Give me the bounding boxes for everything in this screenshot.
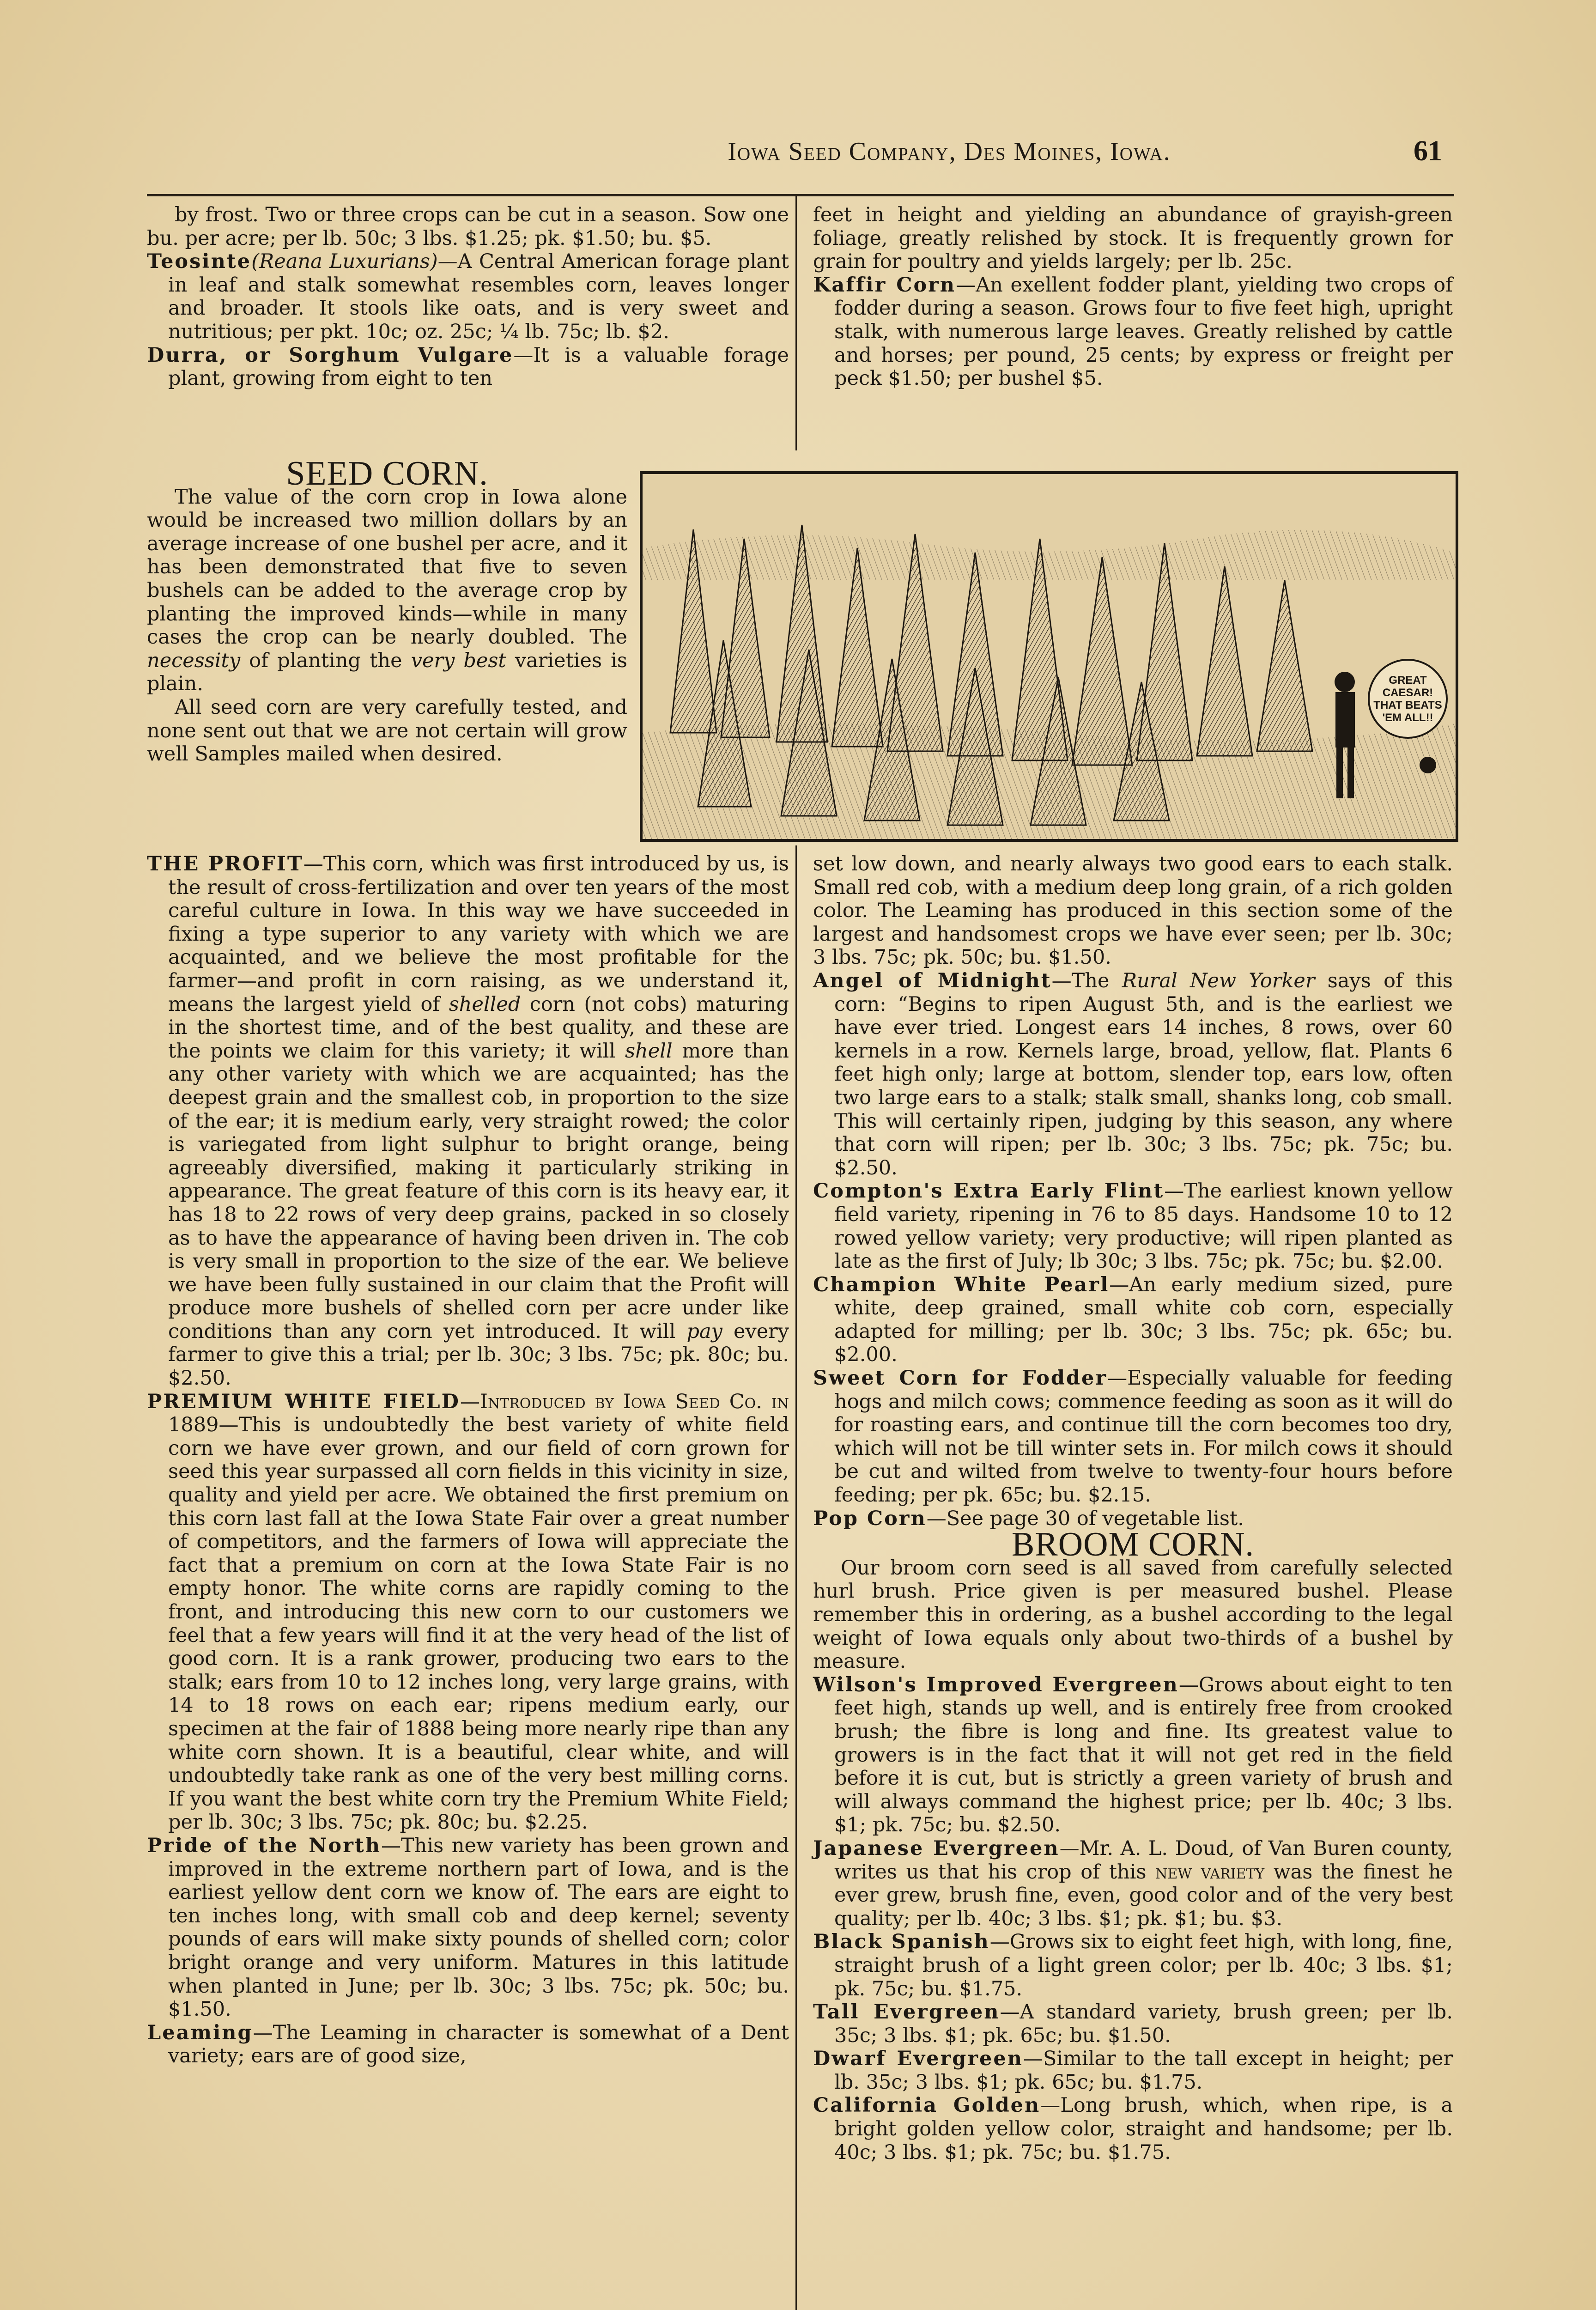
champion-name: Champion White Pearl [813,1273,1110,1296]
black-spanish-text: —Grows six to eight feet high, with long, fine, straight brush of a light green color; per lb. 40c; 3 lbs. $1; pk. 75c; bu. $1.75. [834,1930,1453,2000]
intro-necessity: necessity [147,649,241,672]
angel-entry [813,969,1453,1179]
leaming-entry [147,2021,789,2068]
kaffir-name: Kaffir Corn [813,273,956,297]
premium-entry [147,1390,789,1834]
teosinte-name: Teosinte [147,250,252,274]
column-divider-bottom [795,845,797,2310]
compton-entry [813,1179,1453,1273]
champion-entry [813,1273,1453,1367]
teosinte-entry [147,250,789,343]
intro-text-a: The value of the corn crop in Iowa alone would be increased two million dollars by an average increase of one bushel per acre, and it has been demonstrated that five to seven bushels can be added to the average crop by planting the improved kinds—while in many cases the crop can be nearly doubled. The [147,485,627,649]
profit-shelled: shelled [449,992,521,1016]
intro-very-best: very best [411,649,506,672]
compton-text: —The earliest known yellow field variety, ripening in 76 to 85 days. Handsome 10 to 12 rowed yellow variety; very productive; will ripen planted as late as the first of July; lb 30c; 3 lbs. 75c; pk. 75c; bu. $2.00. [834,1179,1453,1273]
california-golden-name: California Golden [813,2094,1041,2117]
angel-name: Angel of Midnight [813,969,1052,992]
japanese-name: Japanese Evergreen [813,1836,1060,1860]
profit-text-c: more than any other variety with which we are acquainted; has the deepest grain and the smallest cob, in proportion to the size of the ear; it is medium early, very straight rowed; the color is variegated from light sulphur to bright orange, being agreeably diversified, making it particularly striking in appearance. The great feature of this corn is its heavy ear, it has 18 to 22 rows of very deep grains, packed in so closely as to have the appearance of having been driven in. The cob is very small in proportion to the size of the ear. We believe we have been fully sustained in our claim that the Profit will produce more bushels of shelled corn per acre under like conditions than any corn yet introduced. It will [168,1039,789,1343]
intro-text-b: of planting the [240,649,411,672]
sweet-entry [813,1367,1453,1507]
kaffir-text: —An exellent fodder plant, yielding two crops of fodder during a season. Grows four to five feet high, upright stalk, with numerous large leaves. Greatly relished by cattle and horses; per pound, 25 cents; by express or freight per peck $1.50; per bushel $5. [834,273,1453,390]
durra-continued: feet in height and yielding an abundance of grayish-green foliage, greatly relished by stock. It is frequently grown for grain for poultry and yields largely; per lb. 25c. [813,203,1453,274]
column-2-top [813,203,1453,390]
premium-name: PREMIUM WHITE FIELD [147,1390,460,1413]
column-1-top [147,203,789,390]
wilson-text: —Grows about eight to ten feet high, stands up well, and is entirely free from crooked brush; the fibre is long and fine. Its greatest value to growers is in the fact that it will not get red in the field before it is cut, but is strictly a green variety of brush and will always command the highest price; per lb. 40c; 3 lbs. $1; pk. 75c; bu. $2.50. [834,1673,1453,1837]
profit-name: THE PROFIT [147,852,303,875]
japanese-text-b: was the finest he ever grew, brush fine, even, good color and of the very best quality; per lb. 40c; 3 lbs. $1; pk. $1; bu. $3. [834,1860,1453,1930]
profit-shell: shell [625,1039,673,1063]
angel-text-b: says of this corn: “Begins to ripen August 5th, and is the earliest we have ever tried. Longest ears 14 inches, 8 rows, over 60 kernels in a row. Kernels large, broad, yellow, flat. Plants 6 feet high only; large at bottom, slender top, ears low, often two large ears to a stalk; stalk small, shanks long, cob small. This will certainly ripen, judging by this season, any where that corn will ripen; per lb. 30c; 3 lbs. 75c; pk. 75c; bu. $2.50. [834,969,1453,1179]
dwarf-evergreen-entry [813,2047,1453,2094]
seed-corn-heading: SEED CORN. [286,455,488,492]
wilson-name: Wilson's Improved Evergreen [813,1673,1179,1696]
angel-rural-new-yorker: Rural New Yorker [1122,969,1315,992]
compton-name: Compton's Extra Early Flint [813,1179,1165,1203]
japanese-entry [813,1837,1453,1930]
seed-corn-intro-paragraph [147,486,627,696]
black-spanish-entry [813,1930,1453,2000]
kaffir-entry [813,274,1453,390]
durra-name: Durra, or Sorghum Vulgare [147,343,514,367]
column-divider-top [795,196,797,450]
column-1-bottom [147,852,789,2068]
leaming-name: Leaming [147,2021,253,2044]
dwarf-evergreen-text: —Similar to the tall except in height; per lb. 35c; 3 lbs. $1; pk. 65c; bu. $1.75. [834,2047,1453,2094]
page-number: 61 [1414,135,1442,167]
sweet-text: —Especially valuable for feeding hogs and milch cows; commence feeding as soon as it will do for roasting ears, and continue till the corn becomes too dry, which will not be till winter sets in. For milch cows it should be cut and wilted from twelve to twenty-four hours before feeding; per pk. 65c; bu. $2.15. [834,1367,1453,1507]
profit-entry [147,852,789,1390]
profit-pay: pay [686,1319,722,1343]
wilson-entry [813,1673,1453,1837]
black-spanish-name: Black Spanish [813,1930,990,1954]
sweet-name: Sweet Corn for Fodder [813,1367,1108,1390]
profit-text-a: —This corn, which was first introduced by us, is the result of cross-fertilization and over ten years of the most careful culture in Iowa. In this way we have succeeded in fixing a type superior to any variety with which we are acquainted, and we believe the most profitable for the farmer—and profit in corn raising, as we understand it, means the largest yield of [168,852,789,1016]
broom-corn-heading: BROOM CORN. [1012,1526,1254,1564]
tested-paragraph: All seed corn are very carefully tested, and none sent out that we are not certain will grow well Samples mailed when desired. [147,695,627,766]
california-golden-text: —Long brush, which, when ripe, is a bright golden yellow color, straight and handsome; per lb. 40c; 3 lbs. $1; pk. 75c; bu. $1.75. [834,2094,1453,2164]
intro-text-c: varieties is plain. [147,649,627,696]
japanese-text-a: —Mr. A. L. Doud, of Van Buren county, writes us that his crop of this [834,1836,1453,1884]
california-golden-entry [813,2094,1453,2164]
header-rule [147,194,1454,196]
broom-corn-intro: Our broom corn seed is all saved from carefully selected hurl brush. Price given is per measured bushel. Please remember this in ordering, as a bushel according to the legal weight of Iowa equals only about two-thirds of a bushel by measure. [813,1556,1453,1673]
durra-entry [147,344,789,390]
column-2-bottom [813,852,1453,2164]
corn-field-illustration [640,471,1458,842]
dwarf-evergreen-name: Dwarf Evergreen [813,2047,1024,2071]
premium-intro: —Introduced by Iowa Seed Co. in 1889 [168,1390,789,1437]
frost-paragraph: by frost. Two or three crops can be cut in a season. Sow one bu. per acre; per lb. 50c; 3 lbs. $1.25; pk. $1.50; bu. $5. [147,203,789,250]
leaming-text: —The Leaming in character is somewhat of a Dent variety; ears are of good size, [168,2021,789,2068]
tall-evergreen-name: Tall Evergreen [813,2000,1000,2024]
profit-text-b: corn (not cobs) maturing in the shortest time, and of the best quality, and these are the points we claim for this variety; it will [168,992,789,1063]
premium-text: —This is undoubtedly the best variety of white field corn we have ever grown, and our field of corn grown for seed this year surpassed all corn fields in this vicinity in size, quality and yield per acre. We obtained the first premium on this corn last fall at the Iowa State Fair over a great number of competitors, and the farmers of Iowa will appreciate the fact that a premium on corn at the Iowa State Fair is no empty honor. The white corns are rapidly coming to the front, and introducing this new corn to our customers we feel that a few years will find it at the very head of the list of good corn. It is a rank grower, producing two ears to the stalk; ears from 10 to 12 inches long, very large grains, with 14 to 18 rows on each ear; ripens medium early, our specimen at the fair of 1888 being more nearly ripe than any white corn shown. It is a beautiful, clear white, and will undoubtedly take rank as one of the very best milling corns. If you want the best white corn try the Premium White Field; per lb. 30c; 3 lbs. 75c; pk. 80c; bu. $2.25. [168,1413,789,1834]
pride-name: Pride of the North [147,1834,381,1857]
japanese-new-variety: new variety [1155,1860,1265,1884]
durra-text: —It is a valuable forage plant, growing from eight to ten [168,343,789,390]
profit-text-d: every farmer to give this a trial; per lb. 30c; 3 lbs. 75c; pk. 80c; bu. $2.50. [168,1319,789,1390]
tall-evergreen-entry [813,2000,1453,2047]
pride-entry [147,1834,789,2021]
pop-name: Pop Corn [813,1507,927,1530]
teosinte-text: —A Central American forage plant in leaf and stalk somewhat resembles corn, leaves longer and broader. It stools like oats, and is very sweet and nutritious; per pkt. 10c; oz. 25c; ¼ lb. 75c; lb. $2. [168,250,789,343]
teosinte-latin: (Reana Luxurians) [251,250,438,274]
angel-text-a: —The [1051,969,1122,992]
running-header: Iowa Seed Company, Des Moines, Iowa. [728,137,1171,166]
corn-shocks-engraving [643,474,1456,839]
seed-corn-intro [147,455,627,766]
tall-evergreen-text: —A standard variety, brush green; per lb. 35c; 3 lbs. $1; pk. 65c; bu. $1.50. [834,2000,1453,2047]
exclamation-sign: GREAT CAESAR! THAT BEATS 'EM ALL!! [1368,659,1448,739]
pride-text: —This new variety has been grown and improved in the extreme northern part of Iowa, and is the earliest yellow dent corn we know of. The ears are eight to ten inches long, with small cob and deep kernel; seventy pounds of ears will make sixty pounds of shelled corn; color bright orange and very uniform. Matures in this latitude when planted in June; per lb. 30c; 3 lbs. 75c; pk. 50c; bu. $1.50. [168,1834,789,2021]
champion-text: —An early medium sized, pure white, deep grained, small white cob corn, especially adapted for milling; per lb. 30c; 3 lbs. 75c; pk. 65c; bu. $2.00. [834,1273,1453,1367]
leaming-continued: set low down, and nearly always two good ears to each stalk. Small red cob, with a medium deep long grain, of a rich golden color. The Leaming has produced in this section some of the largest and handsomest crops we have ever seen; per lb. 30c; 3 lbs. 75c; pk. 50c; bu. $1.50. [813,852,1453,969]
pop-text: —See page 30 of vegetable list. [926,1507,1244,1530]
